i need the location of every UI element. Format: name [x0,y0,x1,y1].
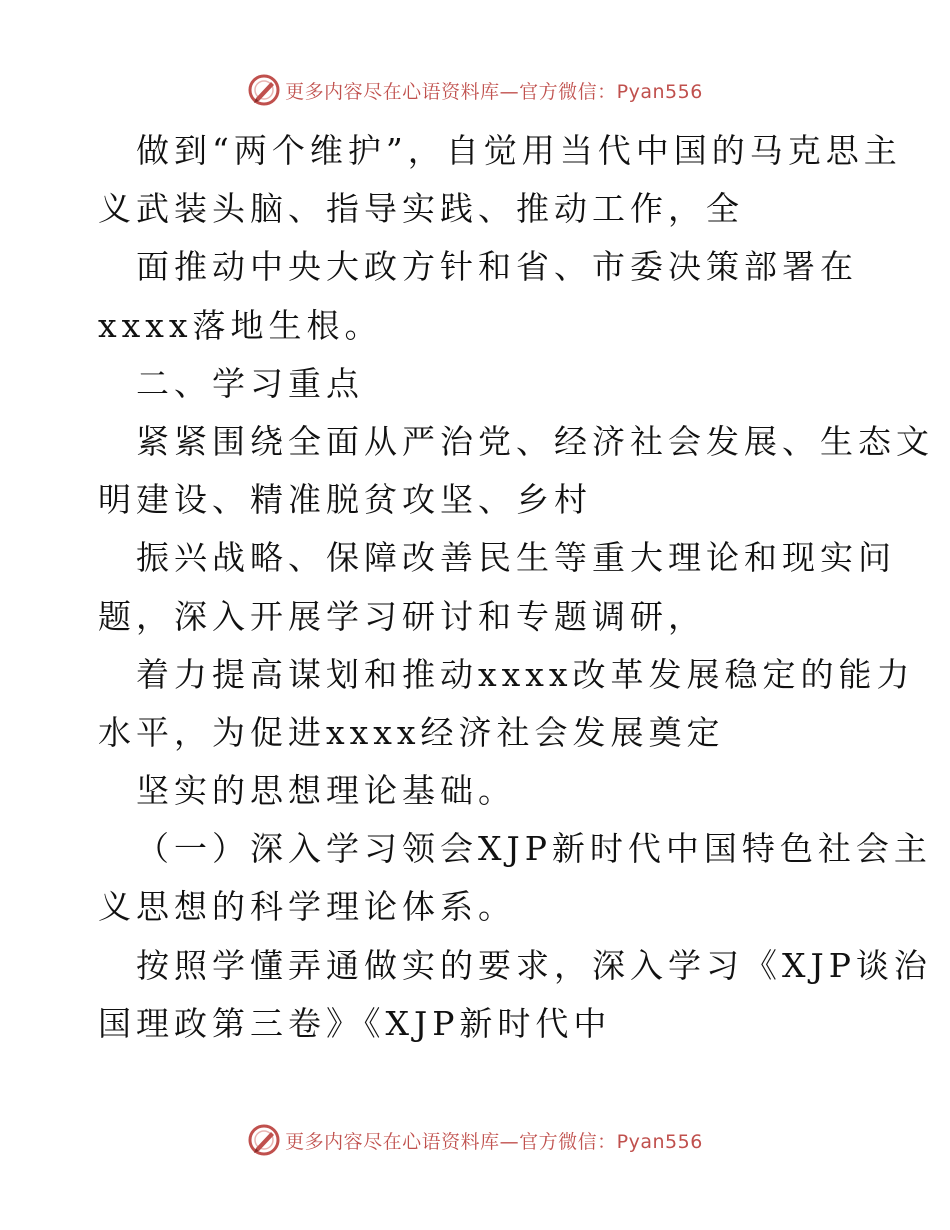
paragraph-line: xxxx落地生根。 [98,305,383,345]
header-banner-text: 更多内容尽在心语资料库—官方微信：Pyan556 [285,80,703,103]
pen-logo-icon [247,1123,281,1157]
paragraph-line: 紧紧围绕全面从严治党、经济社会发展、生态文 [136,421,934,461]
document-body [98,122,934,1053]
header-watermark [0,70,950,110]
footer-watermark [0,1120,950,1160]
paragraph-line: 国理政第三卷》《XJP新时代中 [98,1003,612,1043]
paragraph-line: 振兴战略、保障改善民生等重大理论和现实问 [136,538,896,578]
paragraph-line: 题，深入开展学习研讨和专题调研， [98,596,706,636]
section-heading: 二、学习重点 [136,363,364,403]
paragraph-line: 按照学懂弄通做实的要求，深入学习《XJP谈治 [136,945,932,985]
paragraph-line: 坚实的思想理论基础。 [136,771,516,811]
paragraph-line: 着力提高谋划和推动xxxx改革发展稳定的能力 [136,654,915,694]
paragraph-line: 义思想的科学理论体系。 [98,887,516,927]
paragraph-line: 面推动中央大政方针和省、市委决策部署在 [136,247,858,287]
footer-banner-text: 更多内容尽在心语资料库—官方微信：Pyan556 [285,1130,703,1153]
subsection-heading: （一）深入学习领会XJP新时代中国特色社会主 [136,829,932,869]
paragraph-line: 义武装头脑、指导实践、推动工作，全 [98,189,744,229]
paragraph-line: 水平，为促进xxxx经济社会发展奠定 [98,712,725,752]
pen-logo-icon [247,73,281,107]
paragraph-line: 做到“两个维护”，自觉用当代中国的马克思主 [136,131,902,170]
paragraph-line: 明建设、精准脱贫攻坚、乡村 [98,480,592,520]
